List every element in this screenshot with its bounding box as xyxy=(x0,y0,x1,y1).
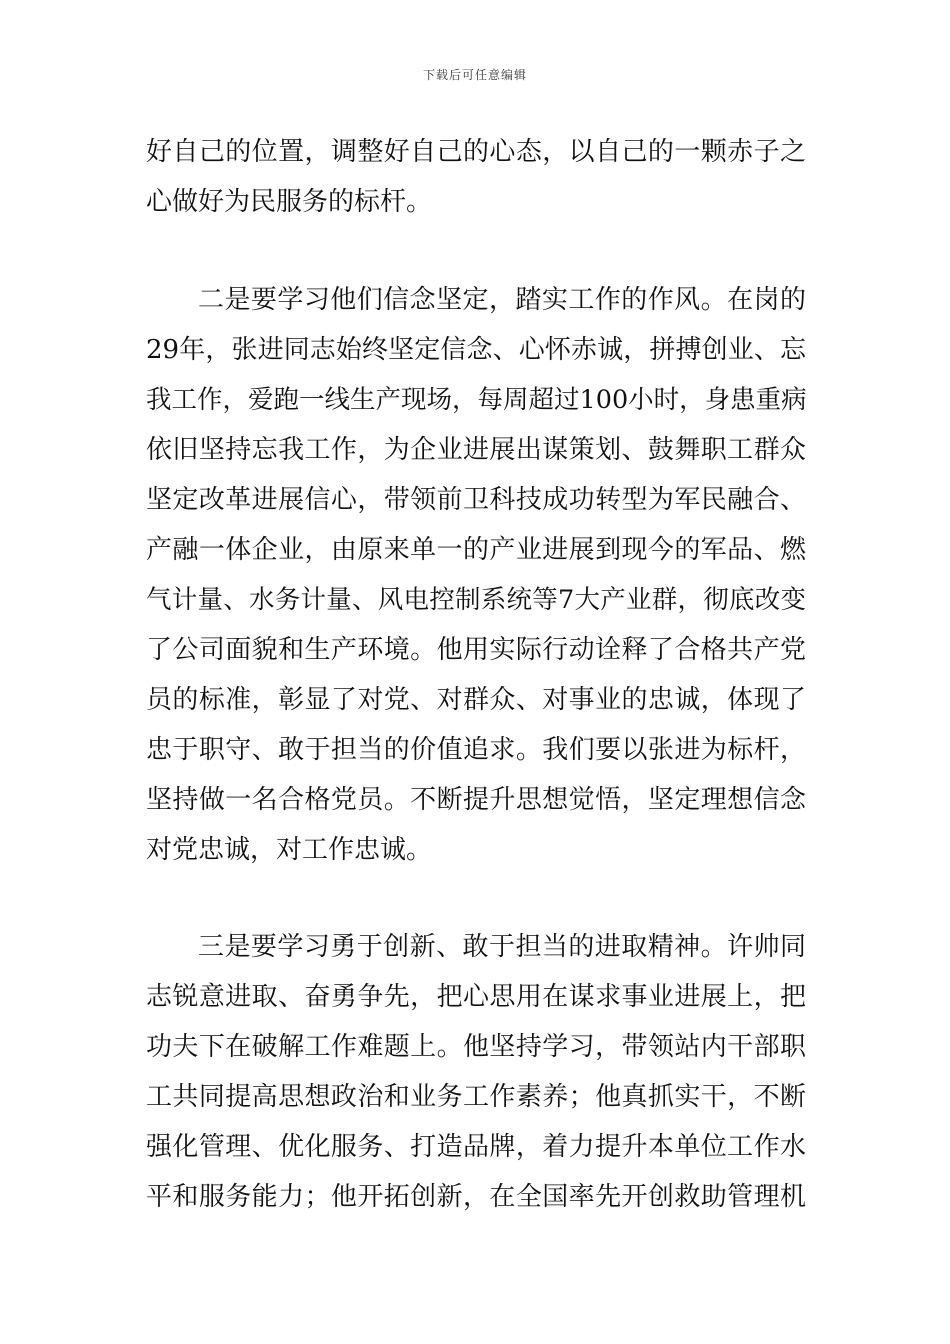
paragraph-line: 对党忠诚，对工作忠诚。 xyxy=(146,835,433,865)
paragraph-line: 心做好为民服务的标杆。 xyxy=(146,187,433,217)
paragraph-line: 产融一体企业，由原来单一的产业进展到现今的军品、燃 xyxy=(146,535,806,565)
paragraph-line: 二是要学习他们信念坚定，踏实工作的作风。在岗的 xyxy=(198,285,806,315)
page-header: 下载后可任意编辑 xyxy=(422,68,527,82)
paragraph-line: 平和服务能力；他开拓创新，在全国率先开创救助管理机 xyxy=(146,1182,806,1212)
paragraph-line: 坚持做一名合格党员。不断提升思想觉悟，坚定理想信念 xyxy=(146,785,806,815)
paragraph-line: 功夫下在破解工作难题上。他坚持学习，带领站内干部职 xyxy=(146,1032,806,1062)
paragraph-line: 好自己的位置，调整好自己的心态，以自己的一颗赤子之 xyxy=(146,137,806,167)
paragraph-line: 了公司面貌和生产环境。他用实际行动诠释了合格共产党 xyxy=(146,635,806,665)
paragraph-line: 我工作，爱跑一线生产现场，每周超过100小时，身患重病 xyxy=(146,385,807,415)
paragraph-line: 志锐意进取、奋勇争先，把心思用在谋求事业进展上，把 xyxy=(146,982,806,1012)
paragraph-line: 气计量、水务计量、风电控制系统等7大产业群，彻底改变 xyxy=(146,585,806,615)
paragraph-line: 三是要学习勇于创新、敢于担当的进取精神。许帅同 xyxy=(198,932,806,962)
paragraph-line: 依旧坚持忘我工作，为企业进展出谋策划、鼓舞职工群众 xyxy=(146,435,806,465)
paragraph-line: 强化管理、优化服务、打造品牌，着力提升本单位工作水 xyxy=(146,1132,806,1162)
paragraph-line: 29年，张进同志始终坚定信念、心怀赤诚，拼搏创业、忘 xyxy=(146,335,806,365)
paragraph-line: 工共同提高思想政治和业务工作素养；他真抓实干，不断 xyxy=(146,1082,806,1112)
paragraph-line: 忠于职守、敢于担当的价值追求。我们要以张进为标杆， xyxy=(146,735,806,765)
paragraph-line: 员的标准，彰显了对党、对群众、对事业的忠诚，体现了 xyxy=(146,685,806,715)
paragraph-line: 坚定改革进展信心，带领前卫科技成功转型为军民融合、 xyxy=(146,485,806,515)
